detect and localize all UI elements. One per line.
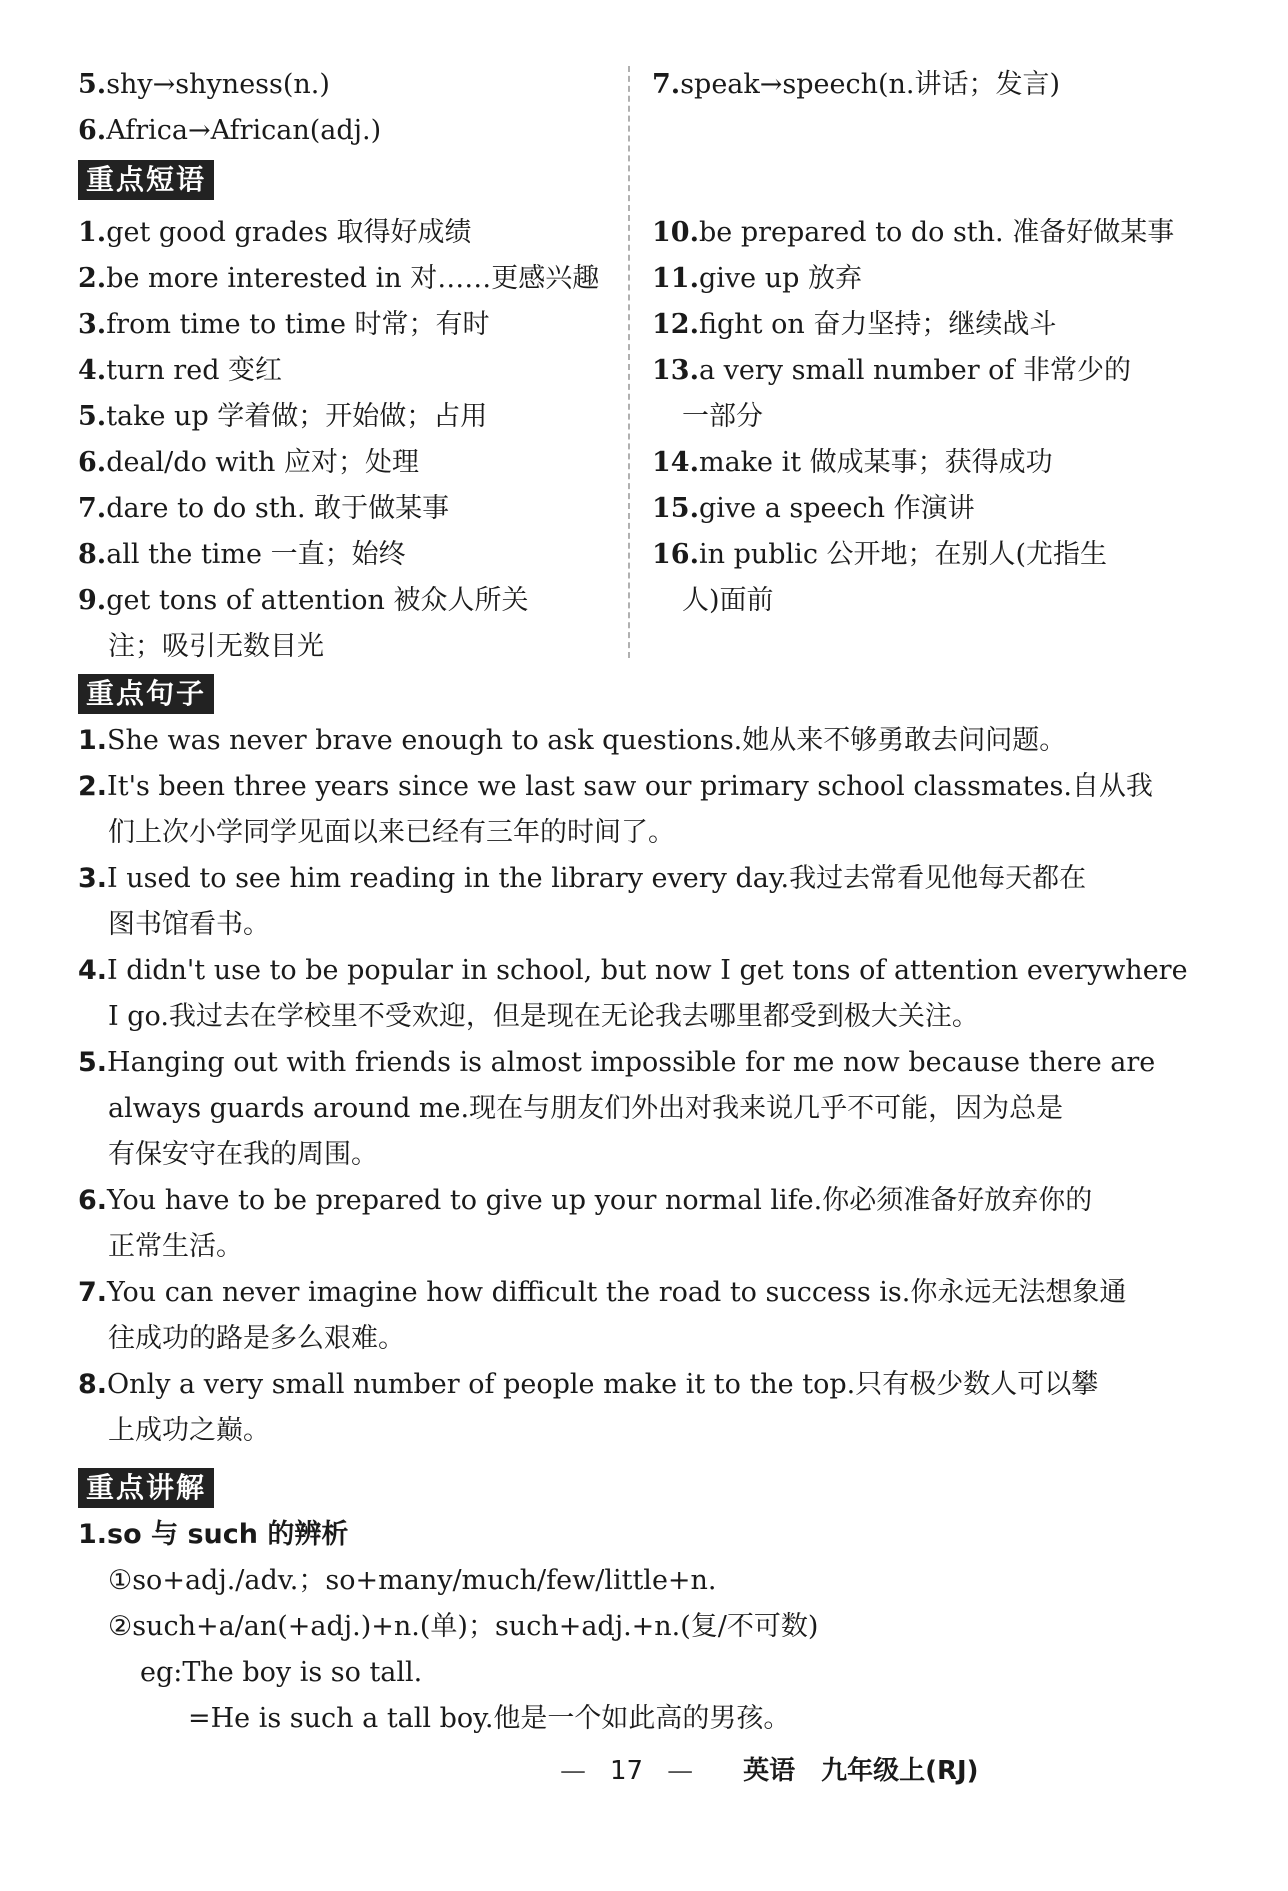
sentence-item: 6.You have to be prepared to give up your normal life.你必须准备好放弃你的 正常生活。: [78, 1185, 1093, 1262]
explain-rule: ②such+a/an(+adj.)+n.(单)；such+adj.+n.(复/不可数): [108, 1611, 819, 1642]
explain-heading: 重点讲解: [78, 1468, 214, 1508]
sentence-item: 8.Only a very small number of people make it to the top.只有极少数人可以攀 上成功之巅。: [78, 1369, 1099, 1446]
left-column: [78, 62, 618, 670]
phrase-item: 14.make it 做成某事；获得成功: [652, 447, 1053, 478]
right-column: [652, 62, 1192, 624]
sentence-item: 3.I used to see him reading in the library every day.我过去常看见他每天都在 图书馆看书。: [78, 863, 1087, 940]
derivation-item: 7.speak→speech(n.讲话；发言): [652, 69, 1061, 100]
phrase-item: 3.from time to time 时常；有时: [78, 309, 490, 340]
sentence-item: 7.You can never imagine how difficult the road to success is.你永远无法想象通 往成功的路是多么艰难。: [78, 1277, 1127, 1354]
explain-example: eg:The boy is so tall.: [140, 1657, 423, 1688]
phrase-item: 5.take up 学着做；开始做；占用: [78, 401, 488, 432]
phrase-item: 8.all the time 一直；始终: [78, 539, 406, 570]
subject-label: 英语: [743, 1756, 796, 1786]
phrase-item: 9.get tons of attention 被众人所关: [78, 585, 529, 616]
phrase-item: 1.get good grades 取得好成绩: [78, 217, 472, 248]
explain-example: =He is such a tall boy.他是一个如此高的男孩。: [188, 1703, 791, 1734]
explain-title: 1.so 与 such 的辨析: [78, 1519, 349, 1550]
derivation-item: 5.shy→shyness(n.): [78, 69, 330, 100]
sentences-list: [78, 718, 1188, 1454]
phrase-item: 10.be prepared to do sth. 准备好做某事: [652, 217, 1175, 248]
phrase-item: 4.turn red 变红: [78, 355, 283, 386]
phrase-item: 16.in public 公开地；在别人(尤指生: [652, 539, 1108, 570]
phrase-item: 11.give up 放弃: [652, 263, 862, 294]
phrases-heading: 重点短语: [78, 160, 214, 200]
sentences-heading: 重点句子: [78, 674, 214, 714]
sentence-item: 5.Hanging out with friends is almost impossible for me now because there are always guards around me.现在与朋友们外出对我来说几乎不可能，因为总是 有保安守在我的周围。: [78, 1047, 1156, 1170]
phrase-item: 15.give a speech 作演讲: [652, 493, 975, 524]
page-number: 17: [610, 1756, 644, 1786]
phrase-item: 7.dare to do sth. 敢于做某事: [78, 493, 450, 524]
phrase-item: 6.deal/do with 应对；处理: [78, 447, 419, 478]
sentence-item: 2.It's been three years since we last saw our primary school classmates.自从我 们上次小学同学见面以来已经有三年的时间了。: [78, 771, 1153, 848]
grade-label: 九年级上(RJ): [821, 1756, 979, 1786]
phrase-item: 2.be more interested in 对……更感兴趣: [78, 263, 600, 294]
phrase-continuation: 一部分: [682, 401, 763, 432]
phrase-continuation: 人)面前: [682, 585, 774, 616]
column-divider: [628, 66, 630, 658]
phrase-item: 12.fight on 奋力坚持；继续战斗: [652, 309, 1057, 340]
phrase-continuation: 注；吸引无数目光: [108, 631, 324, 662]
page-footer: — 17 — 英语 九年级上(RJ): [560, 1756, 979, 1786]
sentence-item: 1.She was never brave enough to ask questions.她从来不够勇敢去问问题。: [78, 725, 1067, 756]
phrase-item: 13.a very small number of 非常少的: [652, 355, 1132, 386]
derivation-item: 6.Africa→African(adj.): [78, 115, 382, 146]
explain-rule: ①so+adj./adv.；so+many/much/few/little+n.: [108, 1565, 717, 1596]
explain-section: [78, 1512, 1188, 1742]
sentence-item: 4.I didn't use to be popular in school, but now I get tons of attention everywhere I go.我过去在学校里不受欢迎，但是现在无论我去哪里都受到极大关注。: [78, 955, 1188, 1032]
